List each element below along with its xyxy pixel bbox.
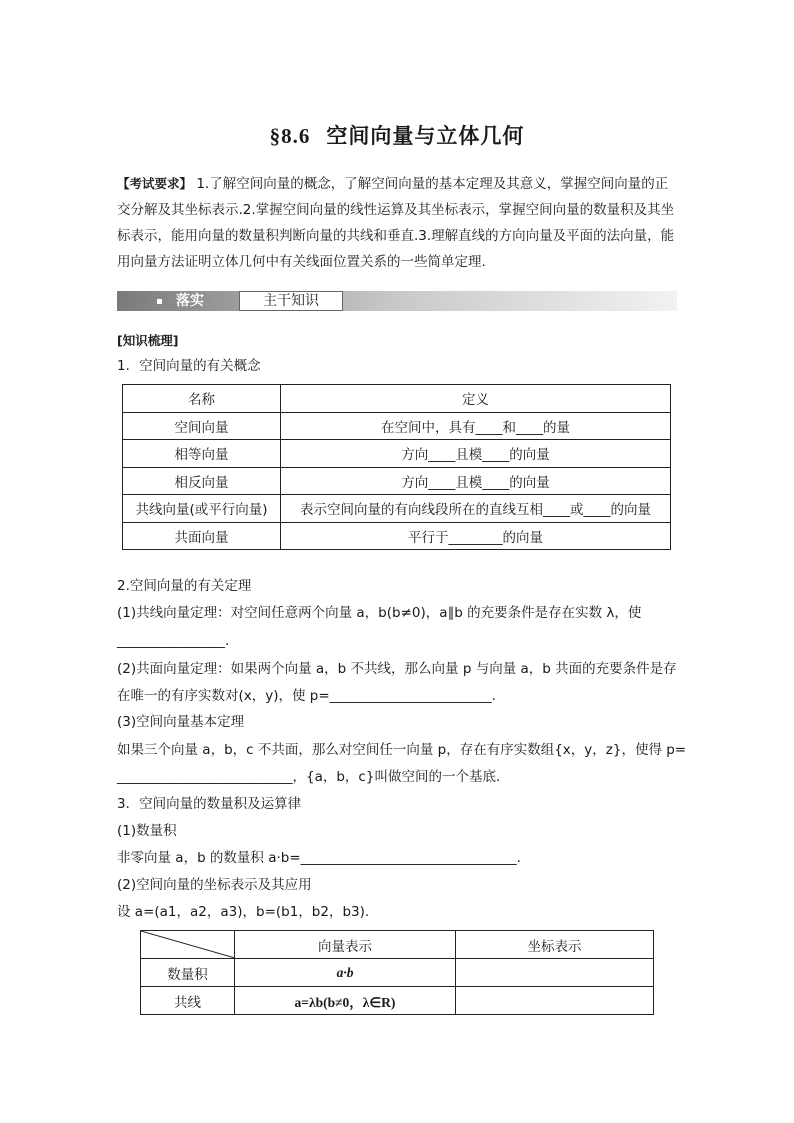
banner-left-label: 落实 <box>176 293 204 309</box>
header-cell: 向量表示 <box>235 931 456 959</box>
table-row <box>141 987 654 1015</box>
row-label: 共线 <box>141 987 235 1015</box>
term-cell: 相反向量 <box>123 467 281 495</box>
table-row <box>123 522 671 550</box>
banner-right: 主干知识 <box>239 291 343 311</box>
requirements-tag: 【考试要求】 <box>117 176 193 191</box>
definition-cell: 表示空间向量的有向线段所在的直线互相____或____的向量 <box>281 495 671 523</box>
collinear-theorem: (1)共线向量定理：对空间任意两个向量 a，b(b≠0)，a∥b 的充要条件是存在实数 λ，使 <box>117 605 642 621</box>
banner-left <box>157 291 204 311</box>
bullet-icon <box>157 299 162 304</box>
collinear-theorem-blank: ________________. <box>117 633 230 649</box>
header-cell: 名称 <box>123 385 281 413</box>
requirements-text: 1.了解空间向量的概念，了解空间向量的基本定理及其意义，掌握空间向量的正交分解及其坐标表示.2.掌握空间向量的线性运算及其坐标表示，掌握空间向量的数量积及其坐标表示，能用向量的数量积判断向量的共线和垂直.3.理解直线的方向向量及平面的法向量，能用向量方法证明立体几何中有关线面位置关系的一些简单定理. <box>117 176 675 270</box>
section-banner <box>117 291 677 311</box>
diagonal-line <box>141 931 235 958</box>
table-row <box>123 412 671 440</box>
section-title: 空间向量与立体几何 <box>326 124 525 148</box>
header-cell: 坐标表示 <box>456 931 654 959</box>
basis-theorem: 如果三个向量 a，b，c 不共面，那么对空间任一向量 p，存在有序实数组{x，y，z}，使得 p= <box>117 742 687 758</box>
heading-1: 1．空间向量的有关概念 <box>117 358 261 374</box>
coplanar-theorem-cont: 在唯一的有序实数对(x，y)，使 p=________________________. <box>117 688 496 704</box>
table-header-row <box>123 385 671 413</box>
table-row <box>123 495 671 523</box>
coordinates-def: 设 a=(a1，a2，a3)，b=(b1，b2，b3). <box>117 904 370 920</box>
page-title <box>0 120 794 150</box>
vector-expression: a·b <box>235 959 456 987</box>
term-cell: 共面向量 <box>123 522 281 550</box>
dot-product-heading: (1)数量积 <box>117 823 177 839</box>
coordinate-expression <box>456 987 654 1015</box>
diagonal-header-cell <box>141 931 235 959</box>
basis-theorem-cont: __________________________，{a，b，c}叫做空间的一个基底. <box>117 769 501 785</box>
basis-theorem-heading: (3)空间向量基本定理 <box>117 714 245 730</box>
header-cell: 定义 <box>281 385 671 413</box>
definition-cell: 平行于________的向量 <box>281 522 671 550</box>
dot-product-def: 非零向量 a，b 的数量积 a·b=________________________________. <box>117 850 521 866</box>
concepts-table <box>122 384 671 550</box>
knowledge-tag: [知识梳理] <box>117 333 179 348</box>
heading-3: 3．空间向量的数量积及运算律 <box>117 796 302 812</box>
definition-cell: 方向____且模____的向量 <box>281 467 671 495</box>
coordinate-expression <box>456 959 654 987</box>
definition-cell: 方向____且模____的向量 <box>281 440 671 468</box>
term-cell: 空间向量 <box>123 412 281 440</box>
heading-2: 2.空间向量的有关定理 <box>117 578 252 594</box>
definition-cell: 在空间中，具有____和____的量 <box>281 412 671 440</box>
table-row <box>123 440 671 468</box>
coordinates-heading: (2)空间向量的坐标表示及其应用 <box>117 877 312 893</box>
vector-expression: a=λb(b≠0，λ∈R) <box>235 987 456 1015</box>
term-cell: 相等向量 <box>123 440 281 468</box>
table-header-row <box>141 931 654 959</box>
exam-requirements <box>117 171 677 275</box>
term-cell: 共线向量(或平行向量) <box>123 495 281 523</box>
row-label: 数量积 <box>141 959 235 987</box>
table-row <box>123 467 671 495</box>
section-number: §8.6 <box>269 124 311 148</box>
coplanar-theorem: (2)共面向量定理：如果两个向量 a，b 不共线，那么向量 p 与向量 a，b 共面的充要条件是存 <box>117 661 677 677</box>
coordinate-table <box>140 930 654 1015</box>
table-row <box>141 959 654 987</box>
